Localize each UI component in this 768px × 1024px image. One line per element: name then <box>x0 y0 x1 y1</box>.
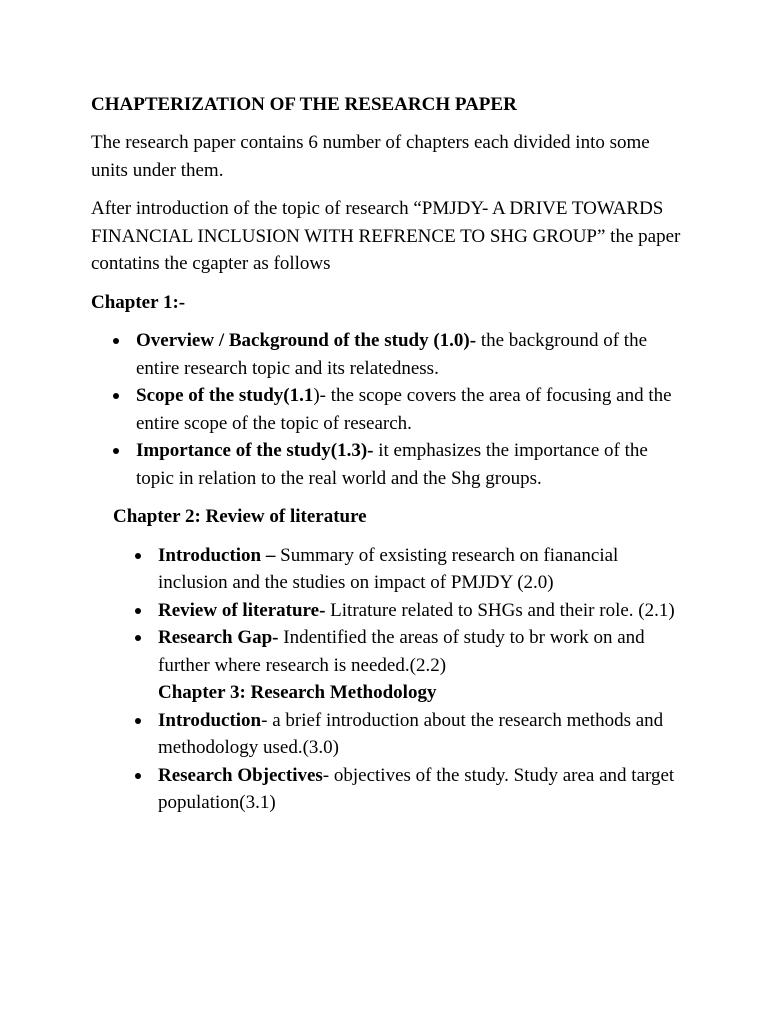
item-heading: Research Gap- <box>158 627 279 648</box>
item-heading: Scope of the study(1.1 <box>136 385 314 406</box>
bullet-icon <box>135 635 141 641</box>
item-text: Summary of exsisting research on fianancial inclusion and the studies on impact of PMJDY (2.0) <box>158 544 619 593</box>
intro-paragraph: The research paper contains 6 number of chapters each divided into some units under them. <box>91 132 650 181</box>
item-heading: Introduction – <box>158 544 276 566</box>
list-item <box>91 762 688 817</box>
chapter-2-title: Chapter 2: Review of literature <box>113 506 367 527</box>
list-item <box>91 597 688 625</box>
topic-paragraph: After introduction of the topic of research “PMJDY- A DRIVE TOWARDS FINANCIAL INCLUSION WITH REFRENCE TO SHG GROUP” the paper contatins the cgapter as follows <box>91 198 681 274</box>
list-item <box>91 327 688 382</box>
chapter-1-list <box>91 327 688 492</box>
item-heading: Importance of the study(1.3)- <box>136 440 374 461</box>
item-text: - objectives of the study. Study area and target population(3.1) <box>158 764 675 813</box>
bullet-icon <box>113 338 119 344</box>
bullet-icon <box>135 553 141 559</box>
item-heading: Review of literature- <box>158 599 326 621</box>
item-heading: Introduction <box>158 709 262 731</box>
list-item <box>91 382 688 437</box>
item-heading: Overview / Background of the study (1.0)- <box>136 330 477 351</box>
bullet-icon <box>135 773 141 779</box>
bullet-icon <box>113 393 119 399</box>
item-text: the background of the entire research topic and its relatedness. <box>136 330 648 379</box>
chapter-3-title: Chapter 3: Research Methodology <box>158 682 437 703</box>
document-title: CHAPTERIZATION OF THE RESEARCH PAPER <box>91 94 517 115</box>
list-item <box>91 624 688 679</box>
item-heading: Research Objectives <box>158 764 323 786</box>
chapter-2-list <box>91 542 688 680</box>
item-text: it emphasizes the importance of the topic in relation to the real world and the Shg groups. <box>136 440 648 489</box>
list-item <box>91 542 688 597</box>
chapter-3-list <box>91 707 688 817</box>
item-text: Indentified the areas of study to br work on and further where research is needed.(2.2) <box>158 627 645 676</box>
bullet-icon <box>135 608 141 614</box>
item-text: - a brief introduction about the research methods and methodology used.(3.0) <box>158 709 664 758</box>
item-text: Litrature related to SHGs and their role. (2.1) <box>325 599 675 621</box>
bullet-icon <box>135 718 141 724</box>
bullet-icon <box>113 448 119 454</box>
list-item <box>91 707 688 762</box>
list-item <box>91 437 688 492</box>
item-text: )- the scope covers the area of focusing and the entire scope of the topic of research. <box>136 385 672 434</box>
chapter-1-title: Chapter 1:- <box>91 291 186 313</box>
